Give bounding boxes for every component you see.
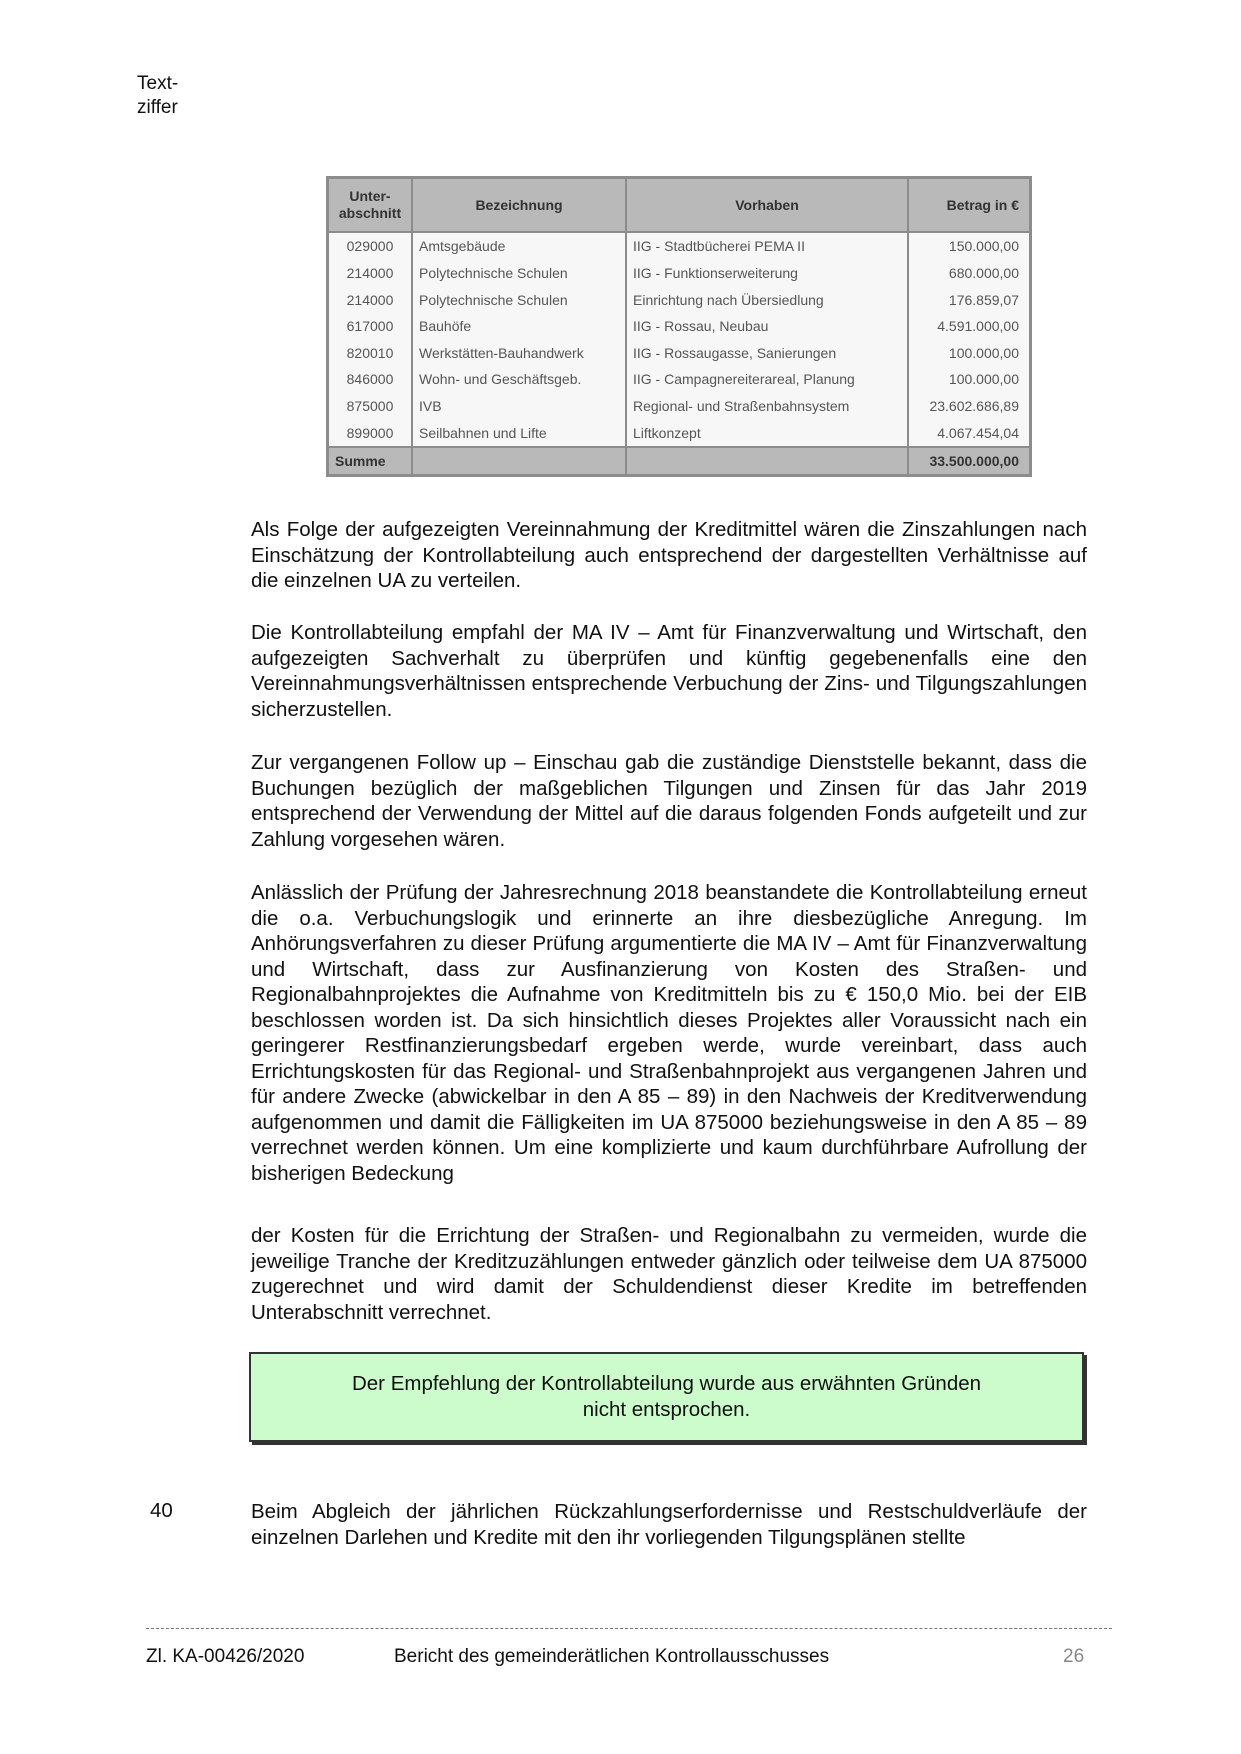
paragraph-zinszahlungen: [251, 517, 1087, 594]
paragraph-follow-up: [251, 750, 1087, 852]
cell-code: 899000: [329, 419, 412, 447]
cell-bezeichnung: Seilbahnen und Lifte: [412, 419, 626, 447]
cell-code: 846000: [329, 366, 412, 393]
header-unterabschnitt: Unter-abschnitt: [329, 179, 412, 232]
table-row: [329, 232, 1029, 260]
total-empty-cell: [412, 447, 626, 474]
cell-betrag: 4.591.000,00: [937, 318, 1019, 335]
cell-vorhaben: Liftkonzept: [626, 419, 908, 447]
paragraph-text: Als Folge der aufgezeigten Vereinnahmung der Kreditmittel wären die Zinszahlungen nach Einschätzung der Kontrollabteilung auch entsprechend der dargestellten Verhältnisse auf die einzelnen UA zu verteilen.: [251, 518, 1087, 592]
cell-betrag: 4.067.454,04: [937, 424, 1019, 441]
total-empty-cell: [626, 447, 908, 474]
paragraph-text: Anlässlich der Prüfung der Jahresrechnung 2018 beanstandete die Kontrollabteilung erneut die o.a. Verbuchungslogik und erinnerte an ihre diesbezügliche Anregung. Im Anhörungsverfahren zu dieser Prüfung argumentierte die MA IV – Amt für Finanzverwaltung und Wirtschaft, dass zur Ausfinanzierung von Kosten des Straßen- und Regionalbahnprojektes die Aufnahme von Kreditmitteln bis zu € 150,0 Mio. bei der EIB beschlossen worden ist. Da sich hinsichtlich dieses Projektes aller Voraussicht nach ein geringerer Restfinanzierungsbedarf ergeben werde, wurde vereinbart, dass auch Errichtungskosten für das Regional- und Straßenbahnprojekt aus vergangenen Jahren und für andere Zwecke (abwickelbar in den A 85 – 89) in den Nachweis der Kreditverwendung aufgenommen und damit die Fälligkeiten im UA 875000 beziehungsweise in den A 85 – 89 verrechnet werden können. Um eine komplizierte und kaum durchführbare Aufrollung der bisherigen Bedeckung: [251, 881, 1087, 1185]
paragraph-text: der Kosten für die Errichtung der Straßen- und Regionalbahn zu vermeiden, wurde die jeweilige Tranche der Kreditzuzählungen entweder gänzlich oder teilweise dem UA 875000 zugerechnet und wird damit der Schuldendienst dieser Kredite im betreffenden Unterabschnitt verrechnet.: [251, 1224, 1087, 1324]
table-row: [329, 286, 1029, 313]
table-row: [329, 260, 1029, 287]
cell-vorhaben: IIG - Campagnereiterareal, Planung: [626, 366, 908, 393]
cell-vorhaben: IIG - Rossaugasse, Sanierungen: [626, 339, 908, 366]
cell-code: 820010: [329, 339, 412, 366]
table-row: [329, 313, 1029, 340]
cell-bezeichnung: Polytechnische Schulen: [412, 286, 626, 313]
cell-bezeichnung: Polytechnische Schulen: [412, 260, 626, 287]
paragraph-text: Beim Abgleich der jährlichen Rückzahlungserfordernisse und Restschuldverläufe der einzelnen Darlehen und Kredite mit den ihr vorliegenden Tilgungsplänen stellte: [251, 1500, 1087, 1549]
margin-label-line2: ziffer: [137, 97, 178, 118]
paragraph-text: Zur vergangenen Follow up – Einschau gab die zuständige Dienststelle bekannt, dass die Buchungen bezüglich der maßgeblichen Tilgungen und Zinsen für das Jahr 2019 entsprechend der Verwendung der Mittel auf die daraus folgenden Fonds aufgeteilt und zur Zahlung vorgesehen wären.: [251, 751, 1087, 851]
allocation-table: [329, 179, 1029, 474]
cell-bezeichnung: Wohn- und Geschäftsgeb.: [412, 366, 626, 393]
table-row: [329, 419, 1029, 447]
subsection-allocation-table: [326, 176, 1032, 477]
cell-code: 029000: [329, 232, 412, 260]
cell-betrag: 100.000,00: [948, 344, 1019, 361]
margin-label-textziffer: [137, 72, 178, 120]
paragraph-abgleich: [251, 1499, 1087, 1550]
cell-vorhaben: Regional- und Straßenbahnsystem: [626, 393, 908, 420]
table-header-row: [329, 179, 1029, 232]
cell-vorhaben: IIG - Rossau, Neubau: [626, 313, 908, 340]
cell-betrag: 100.000,00: [948, 371, 1019, 388]
recommendation-status-box: [249, 1352, 1084, 1442]
header-bezeichnung: Bezeichnung: [412, 179, 626, 232]
margin-label-line1: Text-: [137, 73, 179, 94]
highlight-line1: Der Empfehlung der Kontrollabteilung wurde aus erwähnten Gründen: [351, 1372, 982, 1395]
cell-bezeichnung: IVB: [412, 393, 626, 420]
page-number: 26: [1063, 1646, 1085, 1667]
total-label: Summe: [329, 447, 412, 474]
cell-vorhaben: Einrichtung nach Übersiedlung: [626, 286, 908, 313]
cell-vorhaben: IIG - Funktionserweiterung: [626, 260, 908, 287]
footer-reference: Zl. KA-00426/2020: [146, 1646, 305, 1667]
table-row: [329, 339, 1029, 366]
paragraph-jahresrechnung: [251, 880, 1087, 1186]
header-vorhaben: Vorhaben: [626, 179, 908, 232]
paragraph-number: 40: [150, 1499, 173, 1522]
cell-vorhaben: IIG - Stadtbücherei PEMA II: [626, 232, 908, 260]
cell-betrag: 680.000,00: [948, 264, 1019, 281]
cell-code: 617000: [329, 313, 412, 340]
total-value: 33.500.000,00: [908, 447, 1029, 474]
cell-betrag: 23.602.686,89: [929, 397, 1019, 414]
cell-code: 214000: [329, 260, 412, 287]
table-row: [329, 366, 1029, 393]
table-total-row: [329, 447, 1029, 474]
header-betrag: Betrag in €: [908, 179, 1029, 232]
paragraph-empfehlung: [251, 620, 1087, 722]
paragraph-kosten-errichtung: [251, 1223, 1087, 1325]
footer-title: Bericht des gemeinderätlichen Kontrollausschusses: [394, 1646, 830, 1667]
paragraph-text: Die Kontrollabteilung empfahl der MA IV – Amt für Finanzverwaltung und Wirtschaft, den aufgezeigten Sachverhalt zu überprüfen und künftig gegebenenfalls eine den Vereinnahmungsverhältnissen entsprechende Verbuchung der Zins- und Tilgungszahlungen sicherzustellen.: [251, 621, 1087, 721]
highlight-line2: nicht entsprochen.: [582, 1398, 751, 1421]
cell-bezeichnung: Bauhöfe: [412, 313, 626, 340]
cell-betrag: 150.000,00: [948, 238, 1019, 255]
table-row: [329, 393, 1029, 420]
cell-bezeichnung: Werkstätten-Bauhandwerk: [412, 339, 626, 366]
cell-code: 875000: [329, 393, 412, 420]
cell-bezeichnung: Amtsgebäude: [412, 232, 626, 260]
footer-divider: [146, 1628, 1112, 1629]
cell-betrag: 176.859,07: [948, 291, 1019, 308]
cell-code: 214000: [329, 286, 412, 313]
